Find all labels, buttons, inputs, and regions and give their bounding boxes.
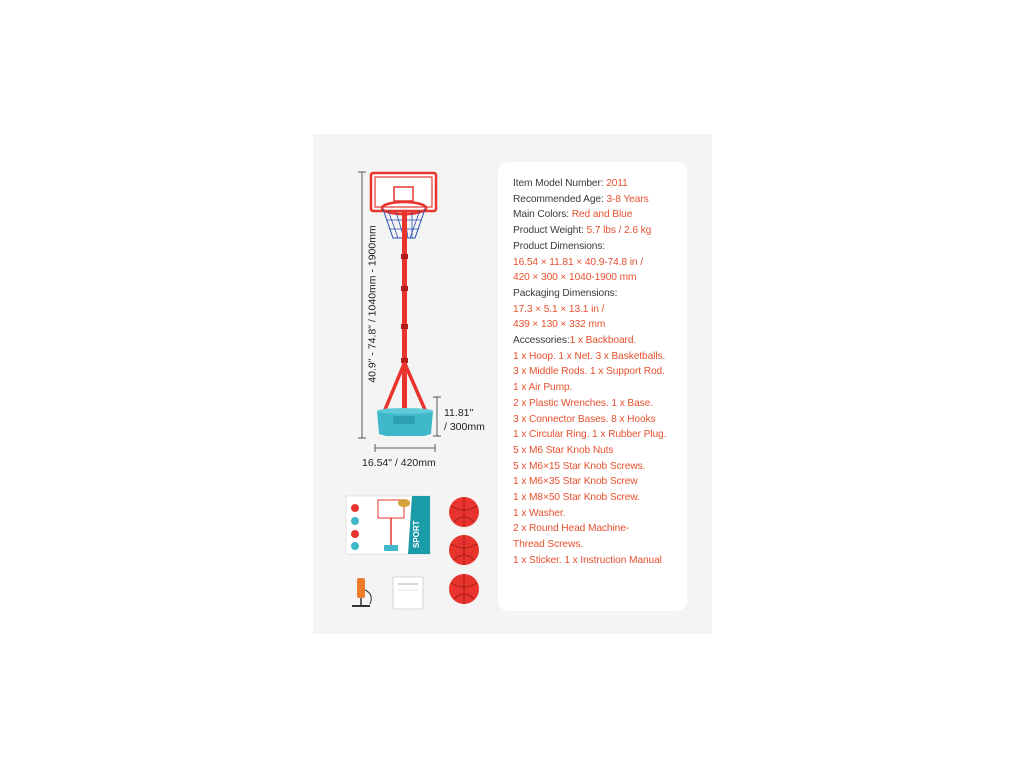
accessory-item: 5 x M6×15 Star Knob Screws. <box>513 460 646 472</box>
depth-dimension-label-2: / 300mm <box>444 421 485 433</box>
accessory-item: 3 x Middle Rods. 1 x Support Rod. <box>513 366 665 378</box>
accessory-item: 2 x Plastic Wrenches. 1 x Base. <box>513 397 653 409</box>
air-pump <box>352 578 371 606</box>
accessory-item: 1 x Hoop. 1 x Net. 3 x Basketballs. <box>513 350 666 362</box>
spec-pack-dims-line1: 17.3 × 5.1 × 13.1 in / <box>513 303 605 315</box>
accessory-item: 1 x Washer. <box>513 507 566 519</box>
accessory-item: 1 x Sticker. 1 x Instruction Manual <box>513 554 662 566</box>
spec-pack-dims-line2: 439 × 130 × 332 mm <box>513 319 606 331</box>
base <box>377 408 433 436</box>
spec-product-dims-label: Product Dimensions: <box>513 240 606 252</box>
accessory-item: 5 x M6 Star Knob Nuts <box>513 444 614 456</box>
basketball-1 <box>449 497 479 527</box>
accessory-item: 1 x M8×50 Star Knob Screw. <box>513 492 640 504</box>
box-label: SPORT <box>412 520 421 548</box>
accessory-item: 1 x M6×35 Star Knob Screw <box>513 476 638 488</box>
accessory-item: 3 x Connector Bases. 8 x Hooks <box>513 413 656 425</box>
height-dimension-line <box>358 172 366 438</box>
depth-dimension-line <box>433 397 441 436</box>
accessory-item: 1 x Air Pump. <box>513 382 573 394</box>
spec-product-dims-line1: 16.54 × 11.81 × 40.9-74.8 in / <box>513 256 643 268</box>
width-dimension-label: 16.54" / 420mm <box>362 457 436 469</box>
basketball-3 <box>449 574 479 604</box>
basketball-2 <box>449 535 479 565</box>
backboard <box>371 173 436 211</box>
accessory-item: Thread Screws. <box>513 539 583 551</box>
spec-list <box>513 176 685 569</box>
height-dimension-label: 40.9" - 74.8" / 1040mm - 1900mm <box>366 225 379 383</box>
instruction-manual <box>393 577 423 609</box>
spec-weight: Product Weight: 5.7 lbs / 2.6 kg <box>513 225 652 237</box>
spec-colors: Main Colors: Red and Blue <box>513 209 633 221</box>
width-dimension-line <box>375 444 435 452</box>
spec-product-dims-line2: 420 × 300 × 1040-1900 mm <box>513 272 637 284</box>
spec-pack-dims-label: Packaging Dimensions: <box>513 287 618 299</box>
depth-dimension-label-1: 11.81" <box>444 407 474 419</box>
accessory-item: 2 x Round Head Machine- <box>513 523 630 535</box>
spec-age: Recommended Age: 3-8 Years <box>513 193 649 205</box>
spec-model: Item Model Number: 2011 <box>513 178 628 189</box>
accessory-item: 1 x Circular Ring. 1 x Rubber Plug. <box>513 429 667 441</box>
spec-accessories: Accessories:1 x Backboard. <box>513 335 637 347</box>
